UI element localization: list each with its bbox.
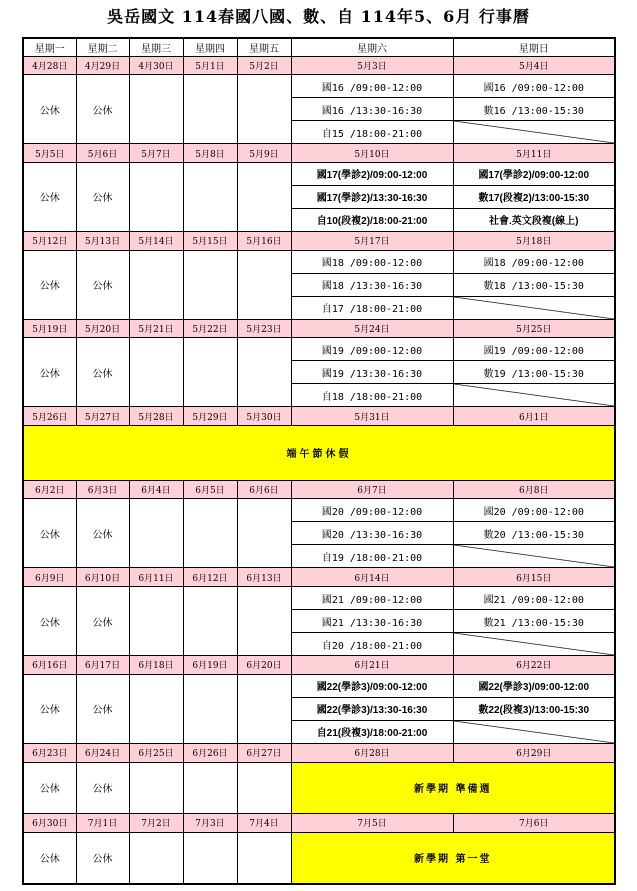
empty-slot-slash xyxy=(453,633,615,656)
event-row xyxy=(23,674,615,697)
date-row xyxy=(23,56,615,75)
saturday-event: 自10(段複2)/18:00-21:00 xyxy=(291,208,453,231)
off-day-label: 公休 xyxy=(23,338,76,407)
date-cell: 5月6日 xyxy=(76,144,129,163)
day-cell xyxy=(183,338,237,407)
date-cell: 5月13日 xyxy=(76,231,129,250)
saturday-event: 自18 /18:00-21:00 xyxy=(291,384,453,407)
event-row xyxy=(23,499,615,522)
date-cell: 6月26日 xyxy=(183,743,237,762)
sunday-event: 數22(段複3)/13:00-15:30 xyxy=(453,697,615,720)
date-cell: 5月16日 xyxy=(237,231,291,250)
day-cell xyxy=(237,250,291,319)
off-day-label: 公休 xyxy=(23,762,76,814)
off-day-label: 公休 xyxy=(23,75,76,144)
date-cell: 5月31日 xyxy=(291,407,453,426)
off-day-label: 公休 xyxy=(76,674,129,743)
empty-slot-slash xyxy=(453,121,615,144)
day-cell xyxy=(183,75,237,144)
day-cell xyxy=(237,499,291,568)
date-cell: 6月1日 xyxy=(453,407,615,426)
day-cell xyxy=(183,674,237,743)
date-row xyxy=(23,568,615,587)
weekday-header: 星期五 xyxy=(237,38,291,56)
sunday-event: 國22(學診3)/09:00-12:00 xyxy=(453,674,615,697)
date-cell: 5月30日 xyxy=(237,407,291,426)
date-cell: 7月3日 xyxy=(183,814,237,833)
date-row xyxy=(23,743,615,762)
date-cell: 5月12日 xyxy=(23,231,76,250)
off-day-label: 公休 xyxy=(23,674,76,743)
date-cell: 4月28日 xyxy=(23,56,76,75)
date-cell: 6月15日 xyxy=(453,568,615,587)
date-row xyxy=(23,144,615,163)
banner-row xyxy=(23,832,615,884)
day-cell xyxy=(237,762,291,814)
event-row xyxy=(23,162,615,185)
sunday-event: 數17(段複2)/13:00-15:30 xyxy=(453,185,615,208)
date-cell: 6月23日 xyxy=(23,743,76,762)
saturday-event: 國21 /09:00-12:00 xyxy=(291,587,453,610)
weekday-header: 星期四 xyxy=(183,38,237,56)
date-cell: 5月26日 xyxy=(23,407,76,426)
date-cell: 5月5日 xyxy=(23,144,76,163)
sunday-event: 數21 /13:00-15:30 xyxy=(453,610,615,633)
date-cell: 5月7日 xyxy=(129,144,183,163)
date-cell: 6月13日 xyxy=(237,568,291,587)
saturday-event: 自15 /18:00-21:00 xyxy=(291,121,453,144)
saturday-event: 國17(學診2)/13:30-16:30 xyxy=(291,185,453,208)
banner-row xyxy=(23,762,615,814)
date-cell: 4月30日 xyxy=(129,56,183,75)
date-cell: 5月28日 xyxy=(129,407,183,426)
date-cell: 6月29日 xyxy=(453,743,615,762)
date-cell: 5月22日 xyxy=(183,319,237,338)
weekday-header: 星期三 xyxy=(129,38,183,56)
day-cell xyxy=(183,162,237,231)
sunday-event: 數16 /13:00-15:30 xyxy=(453,98,615,121)
date-cell: 6月5日 xyxy=(183,480,237,499)
off-day-label: 公休 xyxy=(23,832,76,884)
sunday-event: 數20 /13:00-15:30 xyxy=(453,522,615,545)
date-cell: 6月27日 xyxy=(237,743,291,762)
day-cell xyxy=(129,162,183,231)
date-cell: 6月22日 xyxy=(453,656,615,675)
date-cell: 6月3日 xyxy=(76,480,129,499)
off-day-label: 公休 xyxy=(76,499,129,568)
event-row xyxy=(23,338,615,361)
day-cell xyxy=(129,250,183,319)
day-cell xyxy=(237,832,291,884)
calendar-table xyxy=(22,37,616,885)
day-cell xyxy=(129,587,183,656)
event-row xyxy=(23,75,615,98)
saturday-event: 國20 /09:00-12:00 xyxy=(291,499,453,522)
date-cell: 5月24日 xyxy=(291,319,453,338)
empty-slot-slash xyxy=(453,545,615,568)
saturday-event: 自19 /18:00-21:00 xyxy=(291,545,453,568)
off-day-label: 公休 xyxy=(76,250,129,319)
day-cell xyxy=(237,162,291,231)
day-cell xyxy=(183,499,237,568)
saturday-event: 國22(學診3)/13:30-16:30 xyxy=(291,697,453,720)
day-cell xyxy=(183,587,237,656)
off-day-label: 公休 xyxy=(23,587,76,656)
date-cell: 5月20日 xyxy=(76,319,129,338)
date-row xyxy=(23,656,615,675)
saturday-event: 國18 /09:00-12:00 xyxy=(291,250,453,273)
day-cell xyxy=(129,674,183,743)
day-cell xyxy=(183,832,237,884)
empty-slot-slash xyxy=(453,720,615,743)
page-title: 吳岳國文 114春國八國、數、自 114年5、6月 行事曆 xyxy=(107,7,530,26)
off-day-label: 公休 xyxy=(76,762,129,814)
date-cell: 6月20日 xyxy=(237,656,291,675)
date-cell: 5月11日 xyxy=(453,144,615,163)
day-cell xyxy=(129,75,183,144)
day-cell xyxy=(183,250,237,319)
date-cell: 6月30日 xyxy=(23,814,76,833)
date-cell: 6月12日 xyxy=(183,568,237,587)
date-cell: 7月2日 xyxy=(129,814,183,833)
date-cell: 6月18日 xyxy=(129,656,183,675)
day-cell xyxy=(129,832,183,884)
day-cell xyxy=(183,762,237,814)
date-cell: 6月24日 xyxy=(76,743,129,762)
date-cell: 7月1日 xyxy=(76,814,129,833)
date-cell: 6月2日 xyxy=(23,480,76,499)
weekday-header: 星期一 xyxy=(23,38,76,56)
holiday-banner: 端午節休假 xyxy=(23,425,615,480)
date-cell: 7月5日 xyxy=(291,814,453,833)
off-day-label: 公休 xyxy=(76,75,129,144)
date-cell: 5月14日 xyxy=(129,231,183,250)
sunday-event: 國20 /09:00-12:00 xyxy=(453,499,615,522)
off-day-label: 公休 xyxy=(23,162,76,231)
empty-slot-slash xyxy=(453,384,615,407)
off-day-label: 公休 xyxy=(23,499,76,568)
off-day-label: 公休 xyxy=(23,250,76,319)
empty-slot-slash xyxy=(453,296,615,319)
saturday-event: 國16 /13:30-16:30 xyxy=(291,98,453,121)
date-cell: 6月21日 xyxy=(291,656,453,675)
date-cell: 6月25日 xyxy=(129,743,183,762)
saturday-event: 國17(學診2)/09:00-12:00 xyxy=(291,162,453,185)
day-cell xyxy=(129,762,183,814)
saturday-event: 自17 /18:00-21:00 xyxy=(291,296,453,319)
date-row xyxy=(23,319,615,338)
sunday-event: 社會.英文段複(線上) xyxy=(453,208,615,231)
date-cell: 5月15日 xyxy=(183,231,237,250)
sunday-event: 數18 /13:00-15:30 xyxy=(453,273,615,296)
saturday-event: 國20 /13:30-16:30 xyxy=(291,522,453,545)
date-cell: 6月9日 xyxy=(23,568,76,587)
date-cell: 6月17日 xyxy=(76,656,129,675)
date-cell: 5月19日 xyxy=(23,319,76,338)
off-day-label: 公休 xyxy=(76,832,129,884)
date-cell: 5月18日 xyxy=(453,231,615,250)
event-row xyxy=(23,587,615,610)
semester-banner: 新學期 第一堂 xyxy=(291,832,615,884)
date-row xyxy=(23,231,615,250)
date-cell: 5月3日 xyxy=(291,56,453,75)
saturday-event: 自21(段複3)/18:00-21:00 xyxy=(291,720,453,743)
day-cell xyxy=(129,338,183,407)
semester-banner: 新學期 準備週 xyxy=(291,762,615,814)
date-row xyxy=(23,480,615,499)
off-day-label: 公休 xyxy=(76,338,129,407)
sunday-event: 數19 /13:00-15:30 xyxy=(453,361,615,384)
off-day-label: 公休 xyxy=(76,162,129,231)
saturday-event: 國21 /13:30-16:30 xyxy=(291,610,453,633)
sunday-event: 國17(學診2)/09:00-12:00 xyxy=(453,162,615,185)
date-cell: 7月6日 xyxy=(453,814,615,833)
date-cell: 5月8日 xyxy=(183,144,237,163)
date-cell: 6月11日 xyxy=(129,568,183,587)
saturday-event: 國18 /13:30-16:30 xyxy=(291,273,453,296)
event-row xyxy=(23,250,615,273)
date-cell: 5月2日 xyxy=(237,56,291,75)
date-cell: 5月27日 xyxy=(76,407,129,426)
weekday-header: 星期日 xyxy=(453,38,615,56)
date-cell: 6月14日 xyxy=(291,568,453,587)
date-row xyxy=(23,814,615,833)
saturday-event: 國19 /09:00-12:00 xyxy=(291,338,453,361)
weekday-header-row xyxy=(23,38,615,56)
sunday-event: 國21 /09:00-12:00 xyxy=(453,587,615,610)
sunday-event: 國16 /09:00-12:00 xyxy=(453,75,615,98)
saturday-event: 國22(學診3)/09:00-12:00 xyxy=(291,674,453,697)
date-cell: 6月10日 xyxy=(76,568,129,587)
weekday-header: 星期六 xyxy=(291,38,453,56)
date-cell: 6月6日 xyxy=(237,480,291,499)
date-cell: 6月16日 xyxy=(23,656,76,675)
date-cell: 6月8日 xyxy=(453,480,615,499)
off-day-label: 公休 xyxy=(76,587,129,656)
saturday-event: 自20 /18:00-21:00 xyxy=(291,633,453,656)
date-cell: 4月29日 xyxy=(76,56,129,75)
date-cell: 6月19日 xyxy=(183,656,237,675)
date-cell: 5月1日 xyxy=(183,56,237,75)
date-cell: 5月29日 xyxy=(183,407,237,426)
date-row xyxy=(23,407,615,426)
date-cell: 5月10日 xyxy=(291,144,453,163)
date-cell: 5月23日 xyxy=(237,319,291,338)
date-cell: 5月9日 xyxy=(237,144,291,163)
day-cell xyxy=(237,587,291,656)
saturday-event: 國19 /13:30-16:30 xyxy=(291,361,453,384)
date-cell: 6月4日 xyxy=(129,480,183,499)
day-cell xyxy=(129,499,183,568)
saturday-event: 國16 /09:00-12:00 xyxy=(291,75,453,98)
sunday-event: 國18 /09:00-12:00 xyxy=(453,250,615,273)
day-cell xyxy=(237,338,291,407)
date-cell: 6月7日 xyxy=(291,480,453,499)
holiday-row xyxy=(23,425,615,480)
weekday-header: 星期二 xyxy=(76,38,129,56)
date-cell: 5月17日 xyxy=(291,231,453,250)
date-cell: 7月4日 xyxy=(237,814,291,833)
day-cell xyxy=(237,674,291,743)
date-cell: 5月4日 xyxy=(453,56,615,75)
day-cell xyxy=(237,75,291,144)
sunday-event: 國19 /09:00-12:00 xyxy=(453,338,615,361)
date-cell: 5月21日 xyxy=(129,319,183,338)
date-cell: 6月28日 xyxy=(291,743,453,762)
date-cell: 5月25日 xyxy=(453,319,615,338)
